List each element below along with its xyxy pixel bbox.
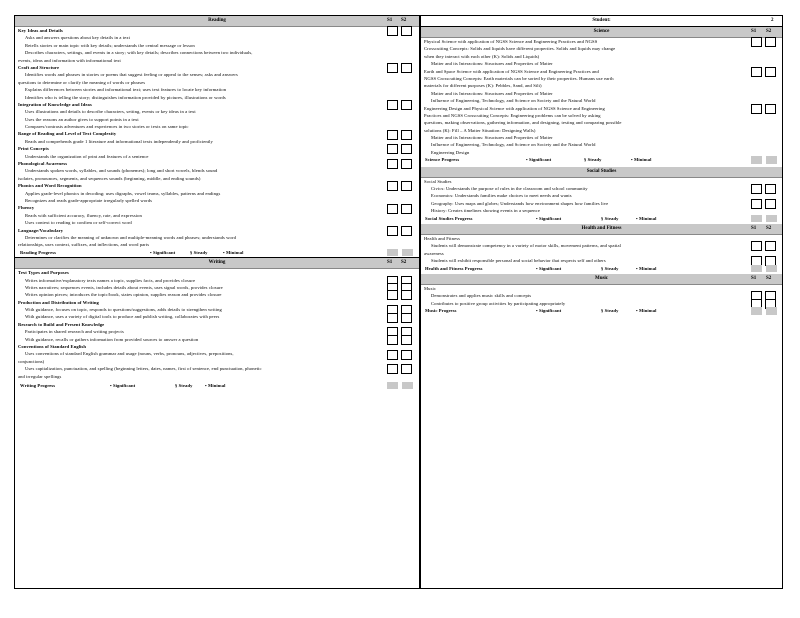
writing-progress-s2-box[interactable] [402,382,413,389]
health-s2-checkbox[interactable] [765,241,776,251]
social-progress-label: Social Studies Progress [425,215,473,221]
reading-header [15,16,419,27]
standard-line: Asks and answers questions about key details in a text [25,35,131,41]
reading-s1-checkbox[interactable] [387,130,398,140]
reading-progress-s2-box[interactable] [402,249,413,256]
writing-s1-checkbox[interactable] [387,350,398,360]
legend-steady: § Steady [601,265,619,271]
standard-line: Identifies who is telling the story; distinguishes information provided by pictures, illustrations or words [25,94,226,100]
social-studies-header [421,167,782,178]
standard-line: Influence of Engineering, Technology, and Science on Society and the Natural World [431,98,596,104]
science-progress-label: Science Progress [425,157,460,163]
legend-steady: § Steady [584,157,602,163]
health-header [421,224,782,235]
reading-s1-checkbox[interactable] [387,26,398,36]
music-section [421,285,782,307]
standard-line: Engineering Design and Physical Science with application of NGSS Science and Engineering [424,105,605,111]
reading-s1-label: S1 [387,18,393,23]
legend-steady: § Steady [601,308,619,314]
standard-line: Earth and Space Science with application of NGSS Science and Engineering Practices and [424,68,599,74]
standard-line: Participates in shared research and writing projects [25,329,124,335]
standard-line: relationships, uses context, suffixes, and inflections, and word parts [18,242,150,248]
standard-line: Determines or clarifies the meaning of unknown and multiple-meaning words and phrases; understands word [25,234,236,240]
standard-line: materials for different purposes (K): Pebbles, Sand, and Silt) [424,83,542,89]
standard-line: Describes characters, settings, and events in a story; with key details; describes connections between two individuals, [25,50,253,56]
legend-minimal: • Minimal [636,265,657,271]
legend-minimal: • Minimal [205,382,226,388]
science-s2-label: S2 [766,29,772,34]
standard-line: Civics: Understands the purpose of rules in the classroom and school community [431,186,588,192]
standard-line: solutions (K): Fill – A Matter Situation: Designing Walls) [424,127,536,133]
standard-line: Reads with sufficient accuracy, fluency, rate, and expression [25,212,142,218]
standard-line: conjunctions) [18,358,45,364]
standard-line: awareness [424,250,444,256]
reading-s2-checkbox[interactable] [401,204,412,214]
standard-line: Writes narratives; sequences events, includes details about events, uses signal words, provides closure [25,284,223,290]
standard-line: Influence of Engineering, Technology, and Science on Society and the Natural World [431,142,596,148]
social-s1-checkbox[interactable] [751,199,762,209]
subsection-heading: Research to Build and Present Knowledge [18,321,105,327]
music-progress-row [421,307,782,314]
subsection-heading: Craft and Structure [18,64,60,70]
writing-title: Writing [208,260,226,266]
science-progress-s2-box[interactable] [766,156,777,163]
standard-line: Understands spoken words, syllables, and sounds (phonemes); long and short vowels, blends sound [25,168,218,174]
standard-line: events, ideas and information with informational text [18,57,121,63]
legend-significant: • Significant [536,308,562,314]
health-s2-label: S2 [766,225,772,231]
writing-s2-label: S2 [401,260,407,266]
student-number: 2 [771,18,774,23]
standard-line: Demonstrates and applies music skills and concepts [431,293,532,299]
writing-s1-checkbox[interactable] [387,313,398,323]
legend-significant: • Significant [150,249,176,255]
writing-s2-checkbox[interactable] [401,290,412,300]
science-s1-checkbox[interactable] [751,67,762,77]
standard-line: Writes opinion pieces; introduces the topic/book, states opinion, supplies reason and provides closure [25,292,222,298]
reading-s2-checkbox[interactable] [401,159,412,169]
music-progress-s1-box[interactable] [751,307,762,314]
legend-significant: • Significant [526,157,552,163]
standard-line: Engineering Design [431,149,470,155]
reading-progress-row [15,249,419,256]
legend-minimal: • Minimal [636,308,657,314]
standard-line: Understands the organization of print and features of a sentence [25,153,149,159]
standard-line: With guidance, uses a variety of digital tools to produce and publish writing, collaborates with peers [25,314,220,320]
health-progress-row [421,265,782,272]
science-header [421,27,782,38]
subsection-heading: Production and Distribution of Writing [18,299,99,305]
standard-line: Music [424,285,436,291]
standard-line: Uses capitalization, punctuation, and spelling (beginning letters, dates, names, first of sentence, end punctuation, phonetic [25,366,262,372]
social-s2-checkbox[interactable] [765,199,776,209]
standard-line: isolates, pronounces, segments, and sequences sounds (beginning, middle, and ending sounds) [18,175,201,181]
reading-s1-checkbox[interactable] [387,100,398,110]
reading-s2-checkbox[interactable] [401,130,412,140]
student-label: Student: [592,18,611,23]
writing-s1-checkbox[interactable] [387,335,398,345]
reading-progress-label: Reading Progress [20,249,57,255]
music-title: Music [594,275,609,281]
standard-line: Crosscutting Concepts: Solids and liquids have different properties. Solids and liquids may change [424,46,616,52]
subsection-heading: Print Concepts [18,146,49,152]
music-s2-label: S2 [766,275,772,281]
standard-line: With guidance, focuses on topic, responds to questions/suggestions, adds details to strengthen writing [25,307,222,313]
writing-s1-checkbox[interactable] [387,364,398,374]
student-header [421,16,782,27]
subsection-heading: Range of Reading and Level of Text Complexity [18,131,117,137]
standard-line: Uses illustrations and details to describe characters, setting, events or key ideas in a text [25,109,196,115]
health-progress-s1-box[interactable] [751,265,762,272]
social-studies-title: Social Studies [586,168,617,174]
standard-line: Identifies words and phrases in stories or poems that suggest feeling or appeal to the senses; asks and answers [25,72,238,78]
writing-header [15,258,419,269]
reading-s2-checkbox[interactable] [401,181,412,191]
science-progress-row [421,156,782,163]
standard-line: Uses the reasons an author gives to support points in a text [25,116,139,122]
health-progress-s2-box[interactable] [766,265,777,272]
legend-minimal: • Minimal [636,215,657,221]
subsection-heading: Key Ideas and Details [18,28,63,33]
subsection-heading: Conventions of Standard English [18,344,87,350]
standard-line: NGSS Crosscutting Concepts: Earth materials can be sorted by their properties. Humans use earth [424,75,614,81]
reading-s2-checkbox[interactable] [401,26,412,36]
subsection-heading: Text Types and Purposes [18,270,69,276]
legend-significant: • Significant [536,215,562,221]
health-s1-label: S1 [751,225,757,231]
reading-s1-checkbox[interactable] [387,63,398,73]
writing-s2-checkbox[interactable] [401,350,412,360]
science-section [421,38,782,156]
standard-line: Practices and NGSS Crosscutting Concepts: Engineering problems can be solved by asking [424,112,601,118]
writing-s1-checkbox[interactable] [387,290,398,300]
legend-minimal: • Minimal [223,249,244,255]
health-s1-checkbox[interactable] [751,241,762,251]
standard-line: Economics: Understands families make choices to meet needs and wants [431,193,572,199]
reading-progress-s1-box[interactable] [387,249,398,256]
science-s1-checkbox[interactable] [751,104,762,114]
reading-s2-checkbox[interactable] [401,100,412,110]
social-progress-s1-box[interactable] [751,215,762,222]
social-progress-s2-box[interactable] [766,215,777,222]
standard-line: when they interact with each other (K): Solids and Liquids) [424,53,540,59]
standard-line: Explains differences between stories and informational text; uses text features to locate key information [25,87,227,93]
science-s2-checkbox[interactable] [765,104,776,114]
standard-line: Students will demonstrate competency in a variety of motor skills, movement patterns, and spatial [431,243,621,249]
reading-s2-checkbox[interactable] [401,144,412,154]
standard-line: Matter and its Interactions: Structures and Properties of Matter [431,90,553,96]
health-title: Health and Fitness [581,225,622,231]
writing-section [15,269,419,380]
standard-line: questions, making observations, gathering information, and designing, testing and comparing possible [424,120,622,126]
standard-line: Applies grade-level phonics in decoding; uses digraphs, vowel teams, syllables, patterns and endings [25,190,221,196]
writing-s2-checkbox[interactable] [401,364,412,374]
legend-steady: § Steady [190,249,208,255]
subsection-heading: Phonics and Word Recognition [18,183,82,189]
science-s1-label: S1 [751,29,757,34]
music-s1-label: S1 [751,275,757,281]
legend-significant: • Significant [110,382,136,388]
left-column [14,15,420,589]
music-header [421,274,782,285]
right-column [420,15,783,589]
subsection-heading: Fluency [18,205,35,211]
reading-title: Reading [208,18,226,23]
health-progress-label: Health and Fitness Progress [425,265,483,271]
reading-s1-checkbox[interactable] [387,159,398,169]
reading-s1-checkbox[interactable] [387,226,398,236]
social-studies-section [421,178,782,215]
reading-s1-checkbox[interactable] [387,204,398,214]
legend-steady: § Steady [601,215,619,221]
social-s1-checkbox[interactable] [751,184,762,194]
social-s2-checkbox[interactable] [765,184,776,194]
subsection-heading: Phonological Awareness [18,161,68,167]
music-progress-label: Music Progress [425,308,457,314]
reading-s1-checkbox[interactable] [387,181,398,191]
writing-s1-label: S1 [387,260,393,266]
standard-line: Students will exhibit responsible personal and social behavior that respects self and others [431,258,606,264]
reading-s2-checkbox[interactable] [401,226,412,236]
legend-steady: § Steady [175,382,193,388]
standard-line: History: Creates timelines showing events in a sequence [431,208,540,214]
standard-line: Contributes to positive group activities by participating appropriately [431,300,566,306]
science-s2-checkbox[interactable] [765,67,776,77]
standard-line: Matter and its Interactions: Structures and Properties of Matter [431,61,553,67]
writing-s2-checkbox[interactable] [401,335,412,345]
standard-line: Uses context to reading to confirm or self-correct word [25,220,132,226]
reading-s1-checkbox[interactable] [387,144,398,154]
science-title: Science [593,29,610,34]
legend-significant: • Significant [536,265,562,271]
social-progress-row [421,215,782,222]
writing-progress-label: Writing Progress [20,382,56,388]
science-progress-s1-box[interactable] [751,156,762,163]
standard-line: and irregular spellings [18,373,62,379]
standard-line: Retells stories or main topic with key details; understands the central message or lesson [25,42,195,48]
subsection-heading: Language/Vocabulary [18,227,64,233]
music-progress-s2-box[interactable] [766,307,777,314]
writing-progress-row [15,382,419,389]
standard-line: Matter and its Interactions: Structures and Properties of Matter [431,135,553,141]
standard-line: Compares/contrasts adventures and experiences in two stories or texts on same topic [25,124,189,130]
standard-line: Writes informative/explanatory texts names a topic, supplies facts, and provides closure [25,277,196,283]
reading-s2-checkbox[interactable] [401,63,412,73]
standard-line: Recognizes and reads grade-appropriate irregularly spelled words [25,197,153,203]
standard-line: Health and Fitness [424,235,460,241]
standard-line: Social Studies [424,178,452,184]
subsection-heading: Integration of Knowledge and Ideas [18,101,92,107]
writing-progress-s1-box[interactable] [387,382,398,389]
writing-s2-checkbox[interactable] [401,313,412,323]
standard-line: questions to determine or clarify the meaning of words or phrases [18,79,146,85]
standard-line: Physical Science with application of NGSS Science and Engineering Practices and NGSS [424,39,598,44]
standard-line: With guidance, recalls or gathers information from provided sources to answer a question [25,336,199,342]
standard-line: Uses conventions of standard English grammar and usage (nouns, verbs, pronouns, adjectives, prepositions, [25,351,234,357]
standard-line: Reads and comprehends grade 1 literature and informational texts independently and proficiently [25,138,213,144]
legend-minimal: • Minimal [631,157,652,163]
science-s2-checkbox[interactable] [765,37,776,47]
reading-s2-label: S2 [401,18,407,23]
science-s1-checkbox[interactable] [751,37,762,47]
standard-line: Geography: Uses maps and globes; Understands how environment shapes how families live [431,200,609,206]
health-section [421,235,782,265]
reading-section [15,27,419,249]
